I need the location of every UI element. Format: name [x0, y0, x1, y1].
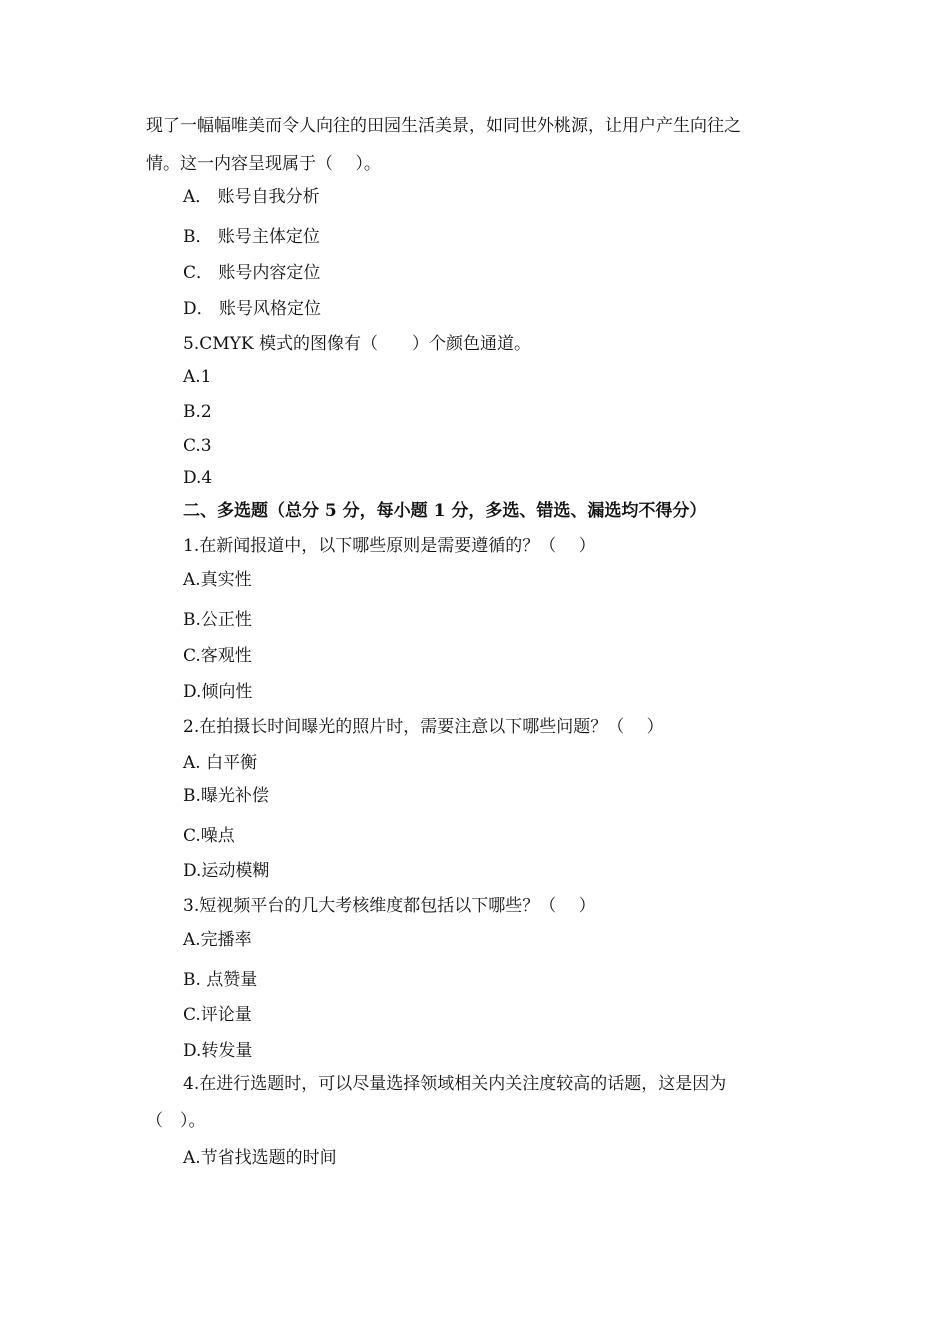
q5-option-b: B.2: [183, 402, 212, 422]
option-a: A． 账号自我分析: [183, 187, 320, 207]
section-2-heading: 二、多选题（总分 5 分，每小题 1 分，多选、错选、漏选均不得分）: [183, 501, 707, 521]
multi-question-4-line-1: 4.在进行选题时，可以尽量选择领域相关内关注度较高的话题，这是因为: [183, 1074, 727, 1094]
m1-option-d: D.倾向性: [183, 682, 253, 702]
m3-option-d: D.转发量: [183, 1041, 253, 1061]
q5-option-c: C.3: [183, 436, 212, 456]
m2-option-d: D.运动模糊: [183, 861, 270, 881]
m2-option-b: B.曝光补偿: [183, 786, 269, 806]
m3-option-a: A.完播率: [183, 930, 252, 950]
m4-option-a: A.节省找选题的时间: [183, 1148, 337, 1168]
option-c: C． 账号内容定位: [183, 263, 321, 283]
m2-option-a: A. 白平衡: [183, 753, 258, 773]
m2-option-c: C.噪点: [183, 826, 235, 846]
question-continuation-line-2: 情。这一内容呈现属于（ ）。: [146, 154, 381, 174]
q5-option-d: D.4: [183, 468, 213, 488]
m3-option-b: B. 点赞量: [183, 970, 258, 990]
m3-option-c: C.评论量: [183, 1005, 252, 1025]
option-d: D． 账号风格定位: [183, 299, 322, 319]
question-5: 5.CMYK 模式的图像有（ ）个颜色通道。: [183, 334, 531, 354]
m1-option-b: B.公正性: [183, 610, 252, 630]
question-continuation-line-1: 现了一幅幅唯美而令人向往的田园生活美景，如同世外桃源，让用户产生向往之: [146, 116, 741, 136]
multi-question-1: 1.在新闻报道中，以下哪些原则是需要遵循的？（ ）: [183, 536, 596, 556]
multi-question-2: 2.在拍摄长时间曝光的照片时，需要注意以下哪些问题？（ ）: [183, 717, 664, 737]
m1-option-c: C.客观性: [183, 646, 252, 666]
multi-question-4-line-2: （ ）。: [146, 1111, 206, 1131]
multi-question-3: 3.短视频平台的几大考核维度都包括以下哪些？（ ）: [183, 896, 596, 916]
option-b: B． 账号主体定位: [183, 227, 320, 247]
q5-option-a: A.1: [183, 367, 212, 387]
m1-option-a: A.真实性: [183, 570, 252, 590]
